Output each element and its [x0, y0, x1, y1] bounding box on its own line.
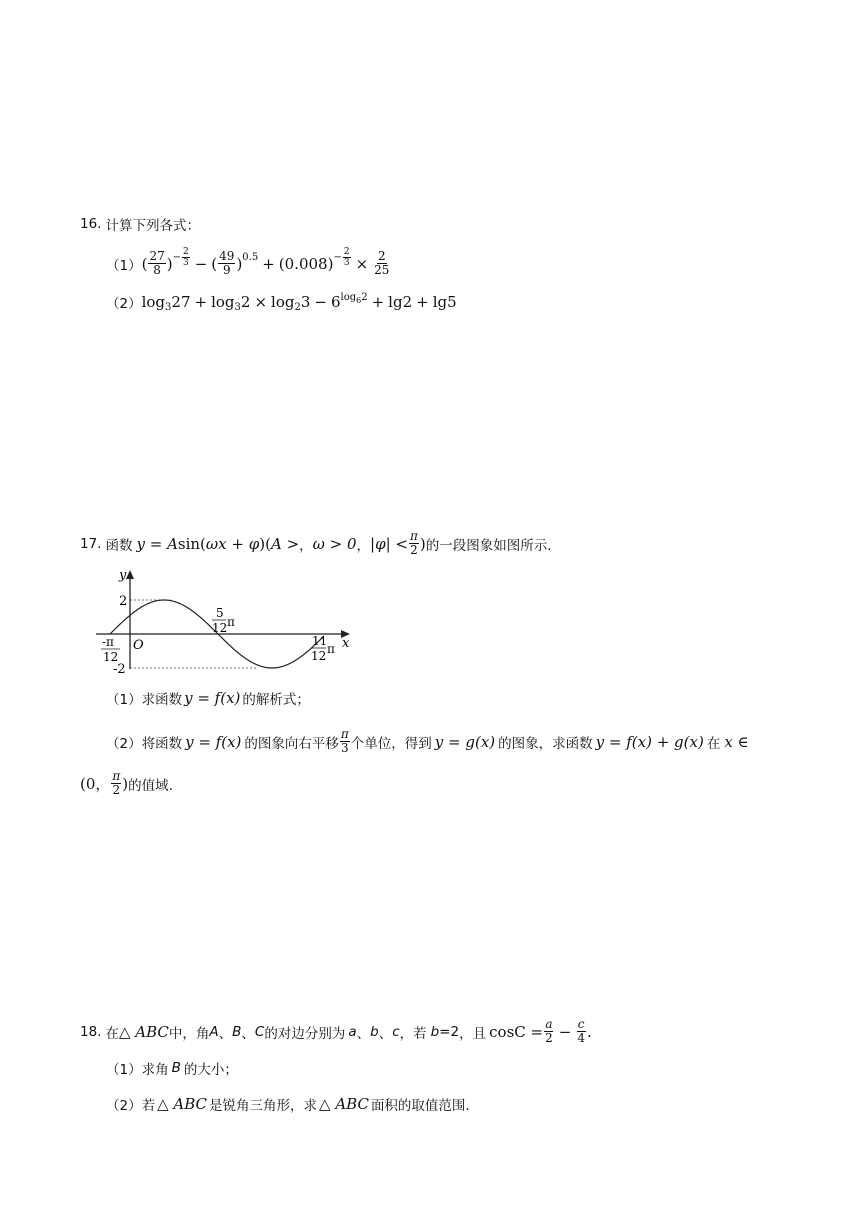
q17-sub2-m3: y = f(x) + g(x): [595, 732, 704, 751]
q17-sub2-line2: [80, 770, 173, 797]
frac-c-4: $\frac{c}{4}$: [577, 1017, 585, 1045]
q18-t3: 的对边分别为: [264, 1025, 346, 1042]
q18-t1: 在: [105, 1025, 119, 1042]
q18-number: 18.: [80, 1023, 102, 1040]
q18-sub2: （2） 若 △ ABC 是锐角三角形，求 △ ABC 面积的取值范围.: [106, 1095, 470, 1114]
frac-49-9: $\frac{49}{9}$: [219, 249, 235, 277]
q16-part2: （2） $\log_327$ + $\log_32$ × $\log_23$ − 6 $^{log 6 2}$ + lg2 + lg5: [106, 292, 457, 313]
q16-part1: （1） ( $\frac{27}{8}$ ) $^{- \frac{2}{3}}$ − ( $\frac{49}{9}$ ) $^{0.5}$ + (0.008) $^{- \frac{2}{3}}$ × $\frac{2}{25}$: [106, 247, 390, 277]
sine-graph: [92, 565, 357, 675]
log3-2: $\log_32$: [211, 293, 251, 313]
q17-sub2-end: 的值域.: [128, 777, 173, 794]
q17-sub2-m2: y = g(x): [434, 732, 496, 751]
x-tick-5-12-num: 5: [216, 606, 224, 620]
q17-sub2-line1: [106, 728, 749, 755]
q18-triangle: △ ABC: [118, 1022, 169, 1041]
q17-sub2-m1: y = f(x): [185, 732, 242, 751]
q17-sub2-m4: x ∈: [724, 732, 749, 751]
frac-pi-2: $\frac{\pi}{2}$: [409, 529, 418, 557]
q17-sub1: [106, 688, 310, 708]
base-0-008: (0.008): [278, 254, 334, 273]
x-tick-5-12-pi: π: [227, 615, 235, 629]
q16-stem: 计算下列各式：: [105, 218, 200, 234]
q18-sub2-t3: 面积的取值范围.: [370, 1098, 470, 1114]
interval-open: (0，: [80, 775, 111, 793]
log3-27: $\log_327$: [141, 293, 191, 313]
q18-t5: ，且: [459, 1025, 487, 1042]
exp-neg-2-3: − 2 3: [172, 247, 189, 268]
q18-sub1-end: 的大小；: [183, 1062, 238, 1078]
x-tick-11-12-pi: π: [327, 642, 335, 656]
q18-t4: ，若: [399, 1025, 427, 1042]
y-axis-arrow: [126, 570, 134, 579]
q17-number: 17.: [80, 535, 102, 552]
q18-sub2-label: （2）: [106, 1098, 142, 1114]
y-axis-label: y: [119, 568, 127, 583]
q18-sub1-label: （1）: [106, 1062, 142, 1078]
q17-sub2-t2: 的图象向右平移: [244, 735, 339, 752]
q17-sub2-t3: 个单位，得到: [350, 735, 432, 752]
q17-sub1-label: （1）: [106, 692, 142, 708]
q17-sub2-label: （2）: [106, 735, 142, 752]
y-tick-neg2: -2: [113, 662, 126, 675]
frac-2-25: $\frac{2}{25}$: [374, 249, 390, 277]
q16-stem-line: [80, 214, 200, 234]
x-tick-11-12-num: 11: [312, 634, 328, 648]
x-tick-neg-pi-12-num: -π: [102, 635, 114, 649]
frac-a-2: $\frac{a}{2}$: [545, 1017, 553, 1045]
q18-t2: 中，角: [168, 1025, 210, 1042]
q17-text-2: 的一段图象如图所示.: [425, 537, 552, 554]
x-tick-11-12-den: 12: [311, 649, 327, 663]
interval-close: ): [122, 774, 129, 793]
q17-sub1-math: y = f(x): [184, 689, 241, 707]
q17-sub1-text: 求函数: [141, 692, 183, 708]
q17-sub2-t4: 的图象，求函数: [498, 735, 593, 752]
frac-pi-2-b: $\frac{\pi}{2}$: [112, 769, 121, 797]
frac-pi-3: $\frac{\pi}{3}$: [340, 727, 349, 755]
q18-cos: cosC =: [489, 1022, 544, 1041]
exp-0-5: 0.5: [242, 252, 259, 263]
frac-27-8: $\frac{27}{8}$: [149, 249, 165, 277]
q18-stem-line: 18. 在 △ ABC 中，角 A 、 B 、 C 的对边分别为 a 、 b 、 c ，若 b =2 ，且 cosC = $\frac{a}{2}$ − $\frac{c}{4}$ .: [80, 1017, 592, 1045]
q18-sub1: （1） 求角 B 的大小；: [106, 1060, 238, 1078]
q17-stem-line: 17. 函数 y = Asin(ωx + φ)(A > ， ω > 0 ， |φ| < $\frac{\pi}{2}$ ) 的一段图象如图所示.: [80, 529, 552, 557]
q17-sub1-end: 的解析式；: [242, 692, 310, 708]
exp-neg-2-3-b: − 2 3: [333, 247, 350, 268]
q16-number: 16.: [80, 216, 102, 232]
q17-sub2-t5: 在: [706, 735, 721, 752]
y-tick-2: 2: [119, 594, 128, 609]
lg5: lg5: [432, 293, 457, 311]
q16-part1-label: （1）: [106, 257, 142, 274]
q16-part2-label: （2）: [106, 296, 142, 312]
origin-label: O: [133, 638, 144, 653]
sine-graph-svg: [92, 565, 357, 675]
six-pow-log62: 6 $^{log 6 2}$: [330, 292, 368, 311]
log2-3: $\log_23$: [271, 293, 311, 313]
q17-text-1: 函数: [105, 537, 133, 554]
x-tick-5-12-den: 12: [212, 621, 228, 635]
lg2: lg2: [388, 293, 413, 311]
x-tick-neg-pi-12-den: 12: [103, 650, 119, 664]
q17-sub2-t1: 将函数: [141, 735, 183, 752]
q18-sub1-text: 求角: [141, 1062, 169, 1078]
q18-sub2-t1: 若: [141, 1098, 156, 1114]
q18-sub2-t2: 是锐角三角形，求: [209, 1098, 318, 1114]
x-axis-label: x: [342, 636, 350, 651]
